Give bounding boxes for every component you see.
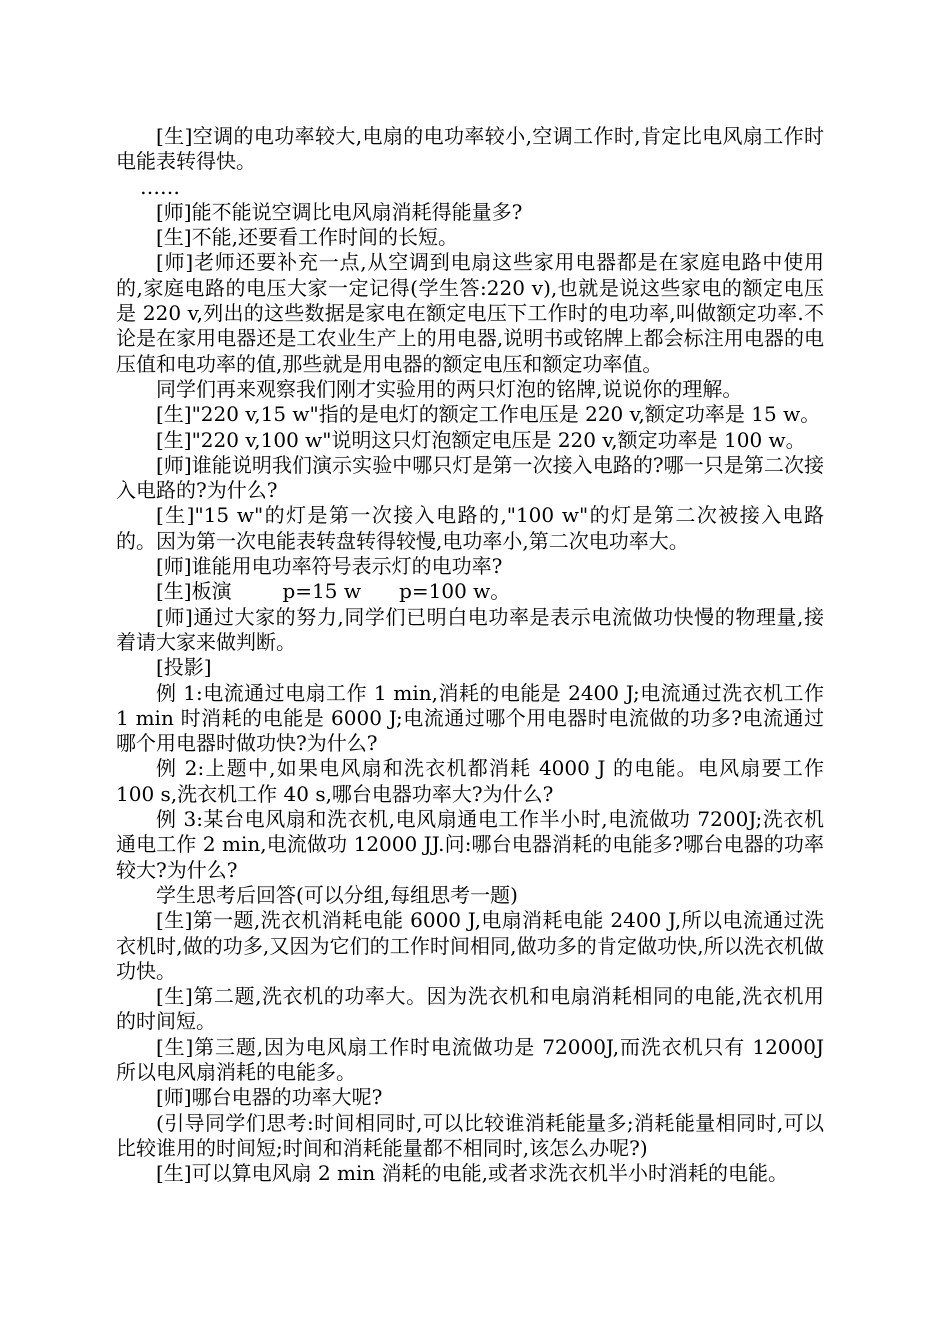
paragraph-observe-nameplate: 同学们再来观察我们刚才实验用的两只灯泡的铭牌,说说你的理解。 bbox=[156, 376, 743, 401]
paragraph-teacher-power-symbol: [师]谁能用电功率符号表示灯的电功率? bbox=[156, 554, 503, 579]
paragraph-student-think: 学生思考后回答(可以分组,每组思考一题) bbox=[156, 882, 518, 907]
paragraph-example-1: 例 1:电流通过电扇工作 1 min,消耗的电能是 2400 J;电流通过洗衣机工作 1 min 时消耗的电能是 6000 J;电流通过哪个用电器时电流做的功多?电流通过哪个用电器时做功快?为什么? bbox=[116, 680, 831, 756]
paragraph-student-calculate: [生]可以算电风扇 2 min 消耗的电能,或者求洗衣机半小时消耗的电能。 bbox=[156, 1161, 789, 1186]
paragraph-teacher-which-lamp: [师]谁能说明我们演示实验中哪只灯是第一次接入电路的?哪一只是第二次接入电路的?为什么? bbox=[116, 452, 824, 503]
paragraph-example-3: 例 3:某台电风扇和洗衣机,电风扇通电工作半小时,电流做功 7200J;洗衣机通电工作 2 min,电流做功 12000 JJ.问:哪台电器消耗的电能多?哪台电器的功率较大?为什么? bbox=[116, 807, 824, 882]
paragraph-student-lamp-order: [生]"15 w"的灯是第一次接入电路的,"100 w"的灯是第二次被接入电路的。因为第一次电能表转盘转得较慢,电功率小,第二次电功率大。 bbox=[116, 503, 824, 553]
paragraph-ellipsis: …… bbox=[140, 174, 180, 199]
paragraph-teacher-judgement: [师]通过大家的努力,同学们已明白电功率是表示电流做功快慢的物理量,接着请大家来做判断。 bbox=[116, 604, 824, 654]
paragraph-teacher-which-power: [师]哪台电器的功率大呢? bbox=[156, 1085, 383, 1110]
paragraph-student-100w: [生]"220 v,100 w"说明这只灯泡额定电压是 220 v,额定功率是 100 w。 bbox=[156, 427, 806, 452]
paragraph-answer-1: [生]第一题,洗衣机消耗电能 6000 J,电扇消耗电能 2400 J,所以电流通过洗衣机时,做的功多,又因为它们的工作时间相同,做功多的肯定做功快,所以洗衣机做功快。 bbox=[116, 908, 824, 983]
paragraph-guide-thinking: (引导同学们思考:时间相同时,可以比较谁消耗能量多;消耗能量相同时,可以比较谁用的时间短;时间和消耗能量都不相同时,该怎么办呢?) bbox=[116, 1110, 824, 1160]
paragraph-teacher-question-energy: [师]能不能说空调比电风扇消耗得能量多? bbox=[156, 199, 523, 224]
paragraph-answer-2: [生]第二题,洗衣机的功率大。因为洗衣机和电扇消耗相同的电能,洗衣机用的时间短。 bbox=[116, 984, 824, 1034]
paragraph-student-answer-time: [生]不能,还要看工作时间的长短。 bbox=[156, 225, 458, 250]
paragraph-projection: [投影] bbox=[156, 655, 212, 680]
document-body bbox=[116, 124, 831, 1186]
paragraph-teacher-rated-power: [师]老师还要补充一点,从空调到电扇这些家用电器都是在家庭电路中使用的,家庭电路的电压大家一定记得(学生答:220 v),也就是说这些家电的额定电压是 220 v,列出的这些数据是家电在额定电压下工作时的电功率,叫做额定功率.不论是在家用电器还是工农业生产上的用电器,说明书或铭牌上都会标注用电器的电压值和电功率的值,那些就是用电器的额定电压和额定功率值。 bbox=[116, 250, 824, 376]
paragraph-answer-3: [生]第三题,因为电风扇工作时电流做功是 72000J,而洗衣机只有 12000J 所以电风扇消耗的电能多。 bbox=[116, 1034, 831, 1084]
paragraph-student-aircon: [生]空调的电功率较大,电扇的电功率较小,空调工作时,肯定比电风扇工作时电能表转得快。 bbox=[116, 124, 824, 174]
paragraph-example-2: 例 2:上题中,如果电风扇和洗衣机都消耗 4000 J 的电能。电风扇要工作 100 s,洗衣机工作 40 s,哪台电器功率大?为什么? bbox=[116, 756, 831, 806]
paragraph-student-board: [生]板演 p=15 w p=100 w。 bbox=[156, 579, 511, 604]
paragraph-student-15w: [生]"220 v,15 w"指的是电灯的额定工作电压是 220 v,额定功率是 15 w。 bbox=[156, 402, 821, 427]
